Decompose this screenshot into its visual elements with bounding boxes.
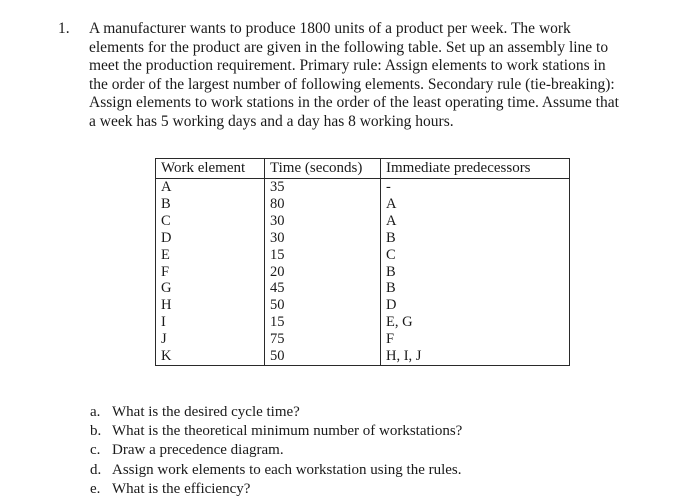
question-text: Assign work elements to each workstation using the rules. xyxy=(112,461,462,478)
work-element-cell: A xyxy=(156,179,265,196)
predecessors-cell: - xyxy=(381,179,570,196)
question-label: a. xyxy=(90,404,101,420)
problem-line: a week has 5 working days and a day has 8 working hours. xyxy=(89,112,454,130)
question-item xyxy=(90,461,462,480)
predecessors-cell: A xyxy=(381,196,570,213)
time-cell: 15 xyxy=(265,314,381,331)
table-row xyxy=(156,264,570,281)
table-row xyxy=(156,331,570,348)
work-element-cell: C xyxy=(156,213,265,230)
table-row xyxy=(156,280,570,297)
table-row xyxy=(156,297,570,314)
problem-line: meet the production requirement. Primary rule: Assign elements to work stations in xyxy=(89,57,606,75)
problem-statement xyxy=(58,20,668,132)
problem-line: elements for the product are given in the following table. Set up an assembly line to xyxy=(89,38,609,56)
question-label: c. xyxy=(90,442,101,459)
time-cell: 30 xyxy=(265,213,381,230)
question-text: What is the efficiency? xyxy=(112,480,251,497)
predecessors-cell: D xyxy=(381,297,570,314)
question-label: b. xyxy=(90,423,102,440)
time-cell: 75 xyxy=(265,331,381,348)
table-row xyxy=(156,213,570,230)
problem-number: 1. xyxy=(58,20,70,37)
predecessors-cell: C xyxy=(381,247,570,264)
work-elements-table xyxy=(155,158,570,366)
predecessors-cell: F xyxy=(381,331,570,348)
header-time-seconds: Time (seconds) xyxy=(265,159,381,179)
work-element-cell: I xyxy=(156,314,265,331)
work-element-cell: B xyxy=(156,196,265,213)
time-cell: 15 xyxy=(265,247,381,264)
table-row xyxy=(156,314,570,331)
table-header-row xyxy=(156,159,570,179)
time-cell: 45 xyxy=(265,280,381,297)
table-row xyxy=(156,196,570,213)
predecessors-cell: A xyxy=(381,213,570,230)
time-cell: 50 xyxy=(265,297,381,314)
question-text: What is the desired cycle time? xyxy=(112,404,300,420)
table-row xyxy=(156,179,570,196)
predecessors-cell: B xyxy=(381,264,570,281)
predecessors-cell: B xyxy=(381,280,570,297)
work-element-cell: F xyxy=(156,264,265,281)
work-element-cell: K xyxy=(156,348,265,365)
problem-line: A manufacturer wants to produce 1800 units of a product per week. The work xyxy=(89,20,571,37)
time-cell: 30 xyxy=(265,230,381,247)
predecessors-cell: H, I, J xyxy=(381,348,570,365)
table-row xyxy=(156,348,570,365)
question-label: d. xyxy=(90,461,102,478)
work-element-cell: D xyxy=(156,230,265,247)
time-cell: 35 xyxy=(265,179,381,196)
header-work-element: Work element xyxy=(156,159,265,179)
problem-text xyxy=(89,20,668,132)
work-element-cell: G xyxy=(156,280,265,297)
problem-line: the order of the largest number of following elements. Secondary rule (tie-breaking): xyxy=(89,75,615,93)
question-item xyxy=(90,422,462,441)
question-text: What is the theoretical minimum number of workstations? xyxy=(112,423,463,440)
problem-line: Assign elements to work stations in the order of the least operating time. Assume that xyxy=(89,94,619,112)
predecessors-cell: E, G xyxy=(381,314,570,331)
header-immediate-predecessors: Immediate predecessors xyxy=(381,159,570,179)
work-element-cell: E xyxy=(156,247,265,264)
predecessors-cell: B xyxy=(381,230,570,247)
time-cell: 50 xyxy=(265,348,381,365)
table-row xyxy=(156,247,570,264)
work-element-cell: H xyxy=(156,297,265,314)
time-cell: 20 xyxy=(265,264,381,281)
work-element-cell: J xyxy=(156,331,265,348)
question-item xyxy=(90,403,462,422)
question-label: e. xyxy=(90,480,101,497)
time-cell: 80 xyxy=(265,196,381,213)
question-text: Draw a precedence diagram. xyxy=(112,442,284,459)
table-row xyxy=(156,230,570,247)
question-list xyxy=(90,403,462,499)
question-item xyxy=(90,480,462,499)
question-item xyxy=(90,441,462,460)
